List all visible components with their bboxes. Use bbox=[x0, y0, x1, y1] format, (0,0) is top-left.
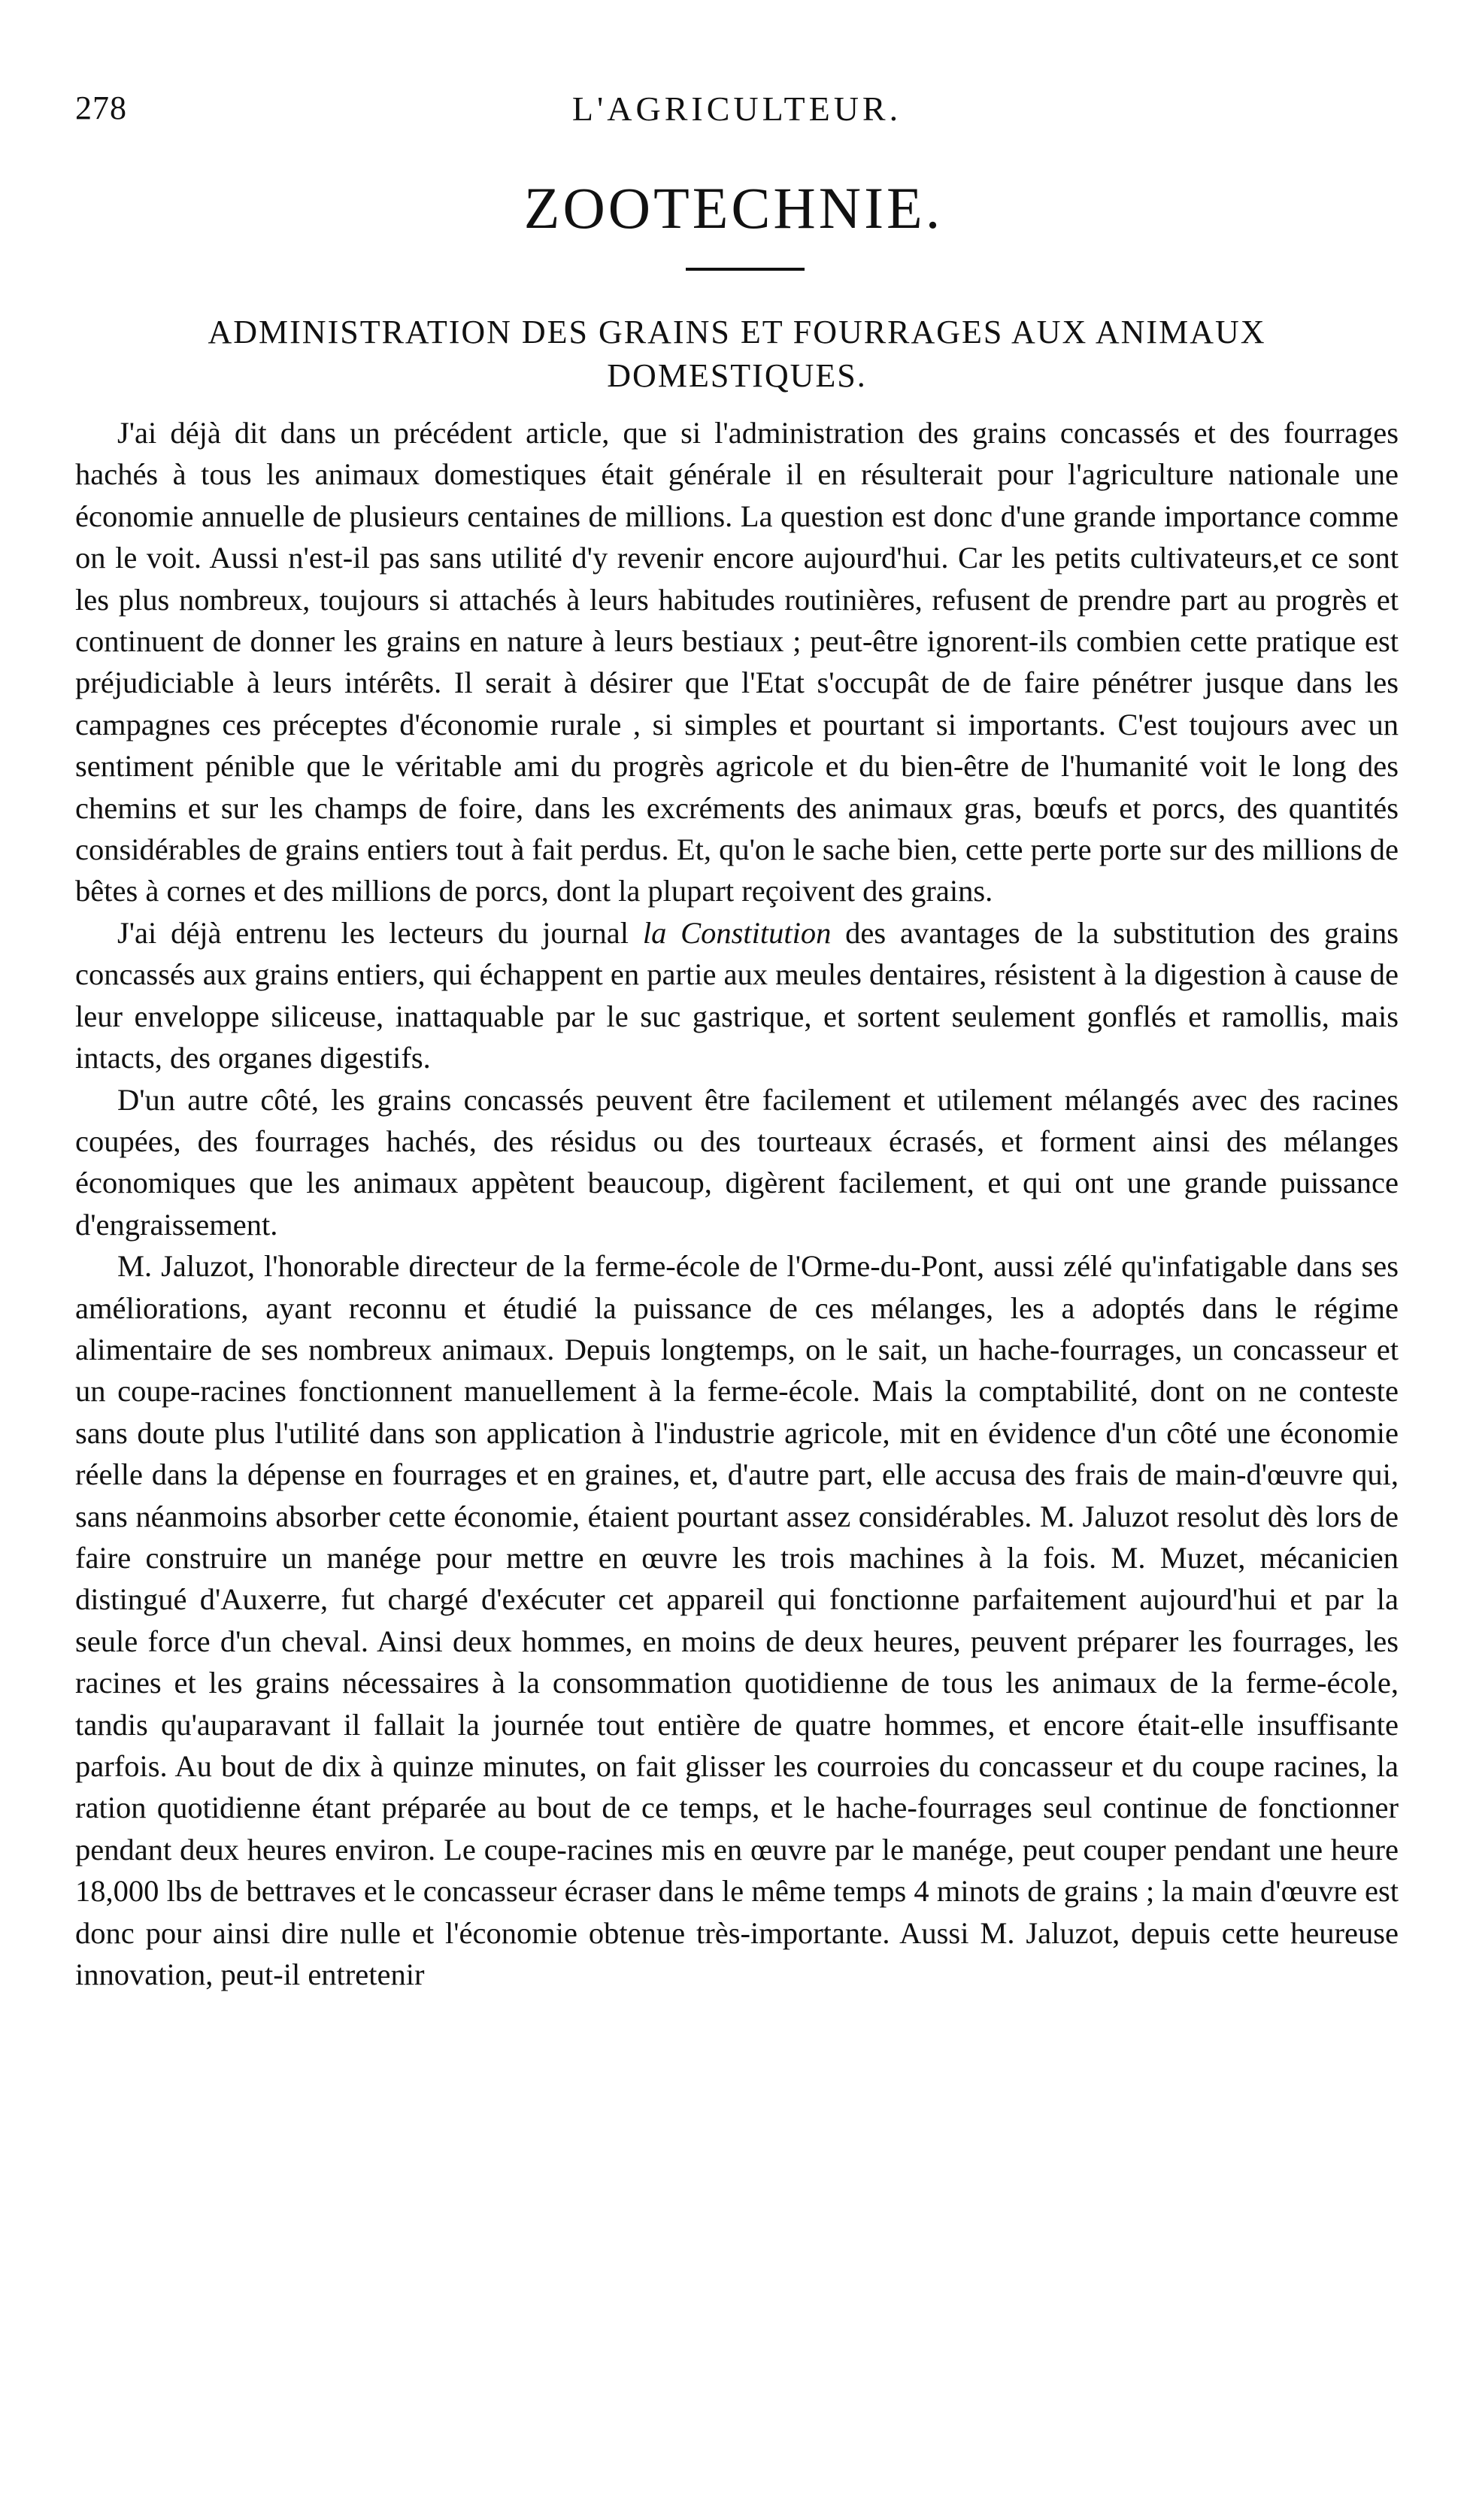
page-number: 278 bbox=[75, 89, 127, 126]
journal-title: L'AGRICULTEUR. bbox=[571, 89, 902, 128]
title-divider bbox=[686, 268, 805, 271]
paragraph: M. Jaluzot, l'honorable directeur de la ferme-école de l'Orme-du-Pont, aussi zélé qu'infatigable dans ses améliorations, ayant reconnu et étudié la puissance de ces mélanges, les a adoptés dans le régime alimentaire de ses nombreux animaux. Depuis longtemps, on le sait, un hache-fourrages, un concasseur et un coupe-racines fonctionnent manuellement à la ferme-école. Mais la comptabilité, dont on ne conteste sans doute plus l'utilité dans son application à l'industrie agricole, mit en évidence d'un côté une économie réelle dans la dépense en fourrages et en graines, et, d'autre part, elle accusa des frais de main-d'œuvre qui, sans néanmoins absorber cette économie, étaient pourtant assez considérables. M. Jaluzot resolut dès lors de faire construire un manége pour mettre en œuvre les trois machines à la fois. M. Muzet, mécanicien distingué d'Auxerre, fut chargé d'exécuter cet appareil qui fonctionne parfaitement aujourd'hui et par la seule force d'un cheval. Ainsi deux hommes, en moins de deux heures, peuvent préparer les fourrages, les racines et les grains nécessaires à la consommation quotidienne de tous les animaux de la ferme-école, tandis qu'auparavant il fallait la journée tout entière de quatre hommes, et encore était-elle insuffisante parfois. Au bout de dix à quinze minutes, on fait glisser les courroies du concasseur et du coupe racines, la ration quotidienne étant préparée au bout de ce temps, et le hache-fourrages seul continue de fonctionner pendant deux heures environ. Le coupe-racines mis en œuvre par le manége, peut couper pendant une heure 18,000 lbs de bettraves et le concasseur écraser dans le même temps 4 minots de grains ; la main d'œuvre est donc pour ainsi dire nulle et l'économie obtenue très-importante. Aussi M. Jaluzot, depuis cette heureuse innovation, peut-il entretenir bbox=[75, 1249, 1399, 1992]
paragraph-text: des avantages de la substitution des grains concassés aux grains entiers, qui échappent en partie aux meules dentaires, résistent à la digestion à cause de leur enveloppe siliceuse, inattaquable par le suc gastrique, et sortent seulement gonflés et ramollis, mais intacts, des organes digestifs. bbox=[75, 915, 1399, 1075]
article-body bbox=[75, 412, 1399, 1995]
article-title: ADMINISTRATION DES GRAINS ET FOURRAGES AUX ANIMAUX DOMESTIQUES. bbox=[208, 314, 1266, 394]
journal-name-italic: la Constitution bbox=[642, 915, 832, 950]
running-head bbox=[75, 89, 1399, 141]
paragraph-text: J'ai déjà entrenu les lecteurs du journal bbox=[117, 915, 643, 950]
paragraph: J'ai déjà dit dans un précédent article, que si l'administration des grains concassés et des fourrages hachés à tous les animaux domestiques était générale il en résulterait pour l'agriculture nationale une économie annuelle de plusieurs centaines de millions. La question est donc d'une grande importance comme on le voit. Aussi n'est-il pas sans utilité d'y revenir encore aujourd'hui. Car les petits cultivateurs,et ce sont les plus nombreux, toujours si attachés à leurs habitudes routinières, refusent de prendre part au progrès et continuent de donner les grains en nature à leurs bestiaux ; peut-être ignorent-ils combien cette pratique est préjudiciable à leurs intérêts. Il serait à désirer que l'Etat s'occupât de de faire pénétrer jusque dans les campagnes ces préceptes d'économie rurale , si simples et pourtant si importants. C'est toujours avec un sentiment pénible que le véritable ami du progrès agricole et du bien-être de l'humanité voit le long des chemins et sur les champs de foire, dans les excréments des animaux gras, bœufs et porcs, des quantités considérables de grains entiers tout à fait perdus. Et, qu'on le sache bien, cette perte porte sur des millions de bêtes à cornes et des millions de porcs, dont la plupart reçoivent des grains. bbox=[75, 416, 1399, 908]
paragraph bbox=[75, 912, 1399, 1079]
paragraph: D'un autre côté, les grains concassés peuvent être facilement et utilement mélangés avec des racines coupées, des fourrages hachés, des résidus ou des tourteaux écrasés, et forment ainsi des mélanges économiques que les animaux appètent beaucoup, digèrent facilement, et qui ont une grande puissance d'engraissement. bbox=[75, 1082, 1399, 1242]
section-title: ZOOTECHNIE. bbox=[523, 175, 944, 241]
